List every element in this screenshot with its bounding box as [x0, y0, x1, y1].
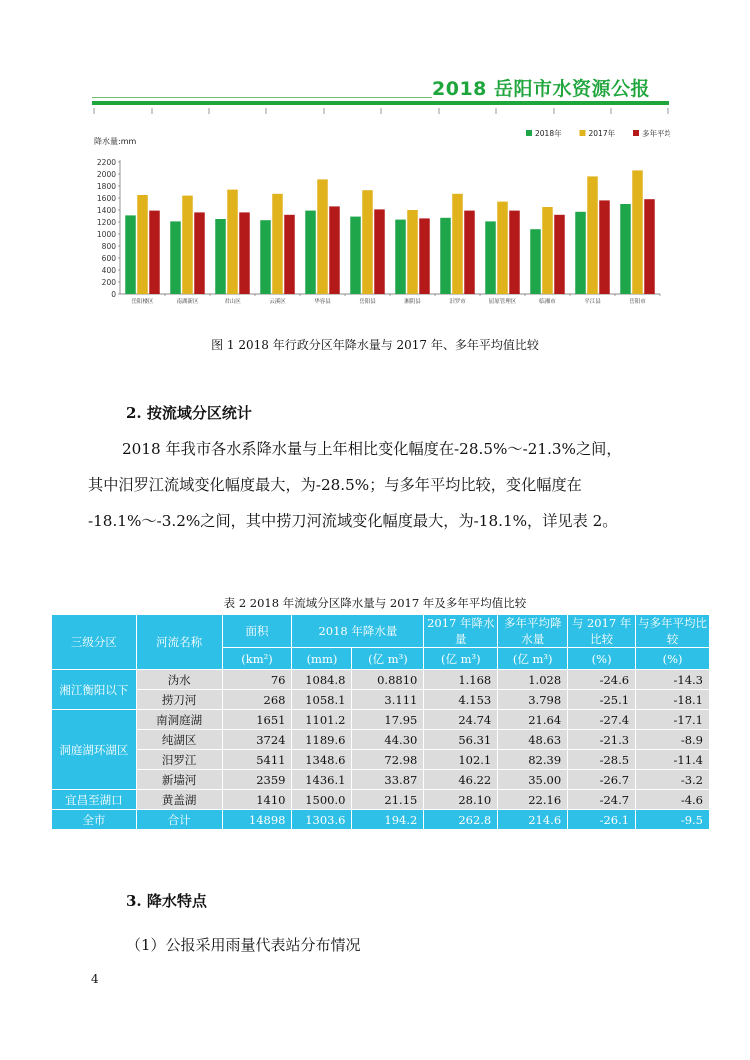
table-row [52, 750, 710, 770]
vavg-cell: 82.39 [498, 750, 568, 770]
mm-cell: 1500.0 [292, 790, 352, 810]
bar-2017年 [182, 196, 193, 294]
v2018-cell: 72.98 [352, 750, 424, 770]
y-tick-label: 1000 [96, 230, 116, 239]
area-cell: 268 [222, 690, 292, 710]
x-tick-label: 云溪区 [269, 299, 286, 305]
v2017-cell: 28.10 [424, 790, 498, 810]
x-tick-label: 湘阴县 [404, 299, 421, 305]
y-tick-label: 600 [101, 254, 116, 263]
bar-多年平均 [554, 215, 565, 294]
bar-2018年 [395, 220, 406, 294]
table-row [52, 730, 710, 750]
y-tick-label: 400 [101, 266, 116, 275]
header-tick-marks [92, 108, 669, 116]
c2017-cell: -27.4 [568, 710, 636, 730]
river-cell: 汨罗江 [136, 750, 222, 770]
unit-pct-avg: (%) [636, 648, 710, 670]
y-tick-label: 2000 [96, 170, 116, 179]
legend-swatch [580, 130, 586, 136]
mm-cell: 1348.6 [292, 750, 352, 770]
river-cell: 新墙河 [136, 770, 222, 790]
bar-2017年 [587, 176, 598, 294]
zone-cell: 全市 [52, 810, 137, 830]
c2017-cell: -24.6 [568, 670, 636, 690]
cavg-cell: -9.5 [636, 810, 710, 830]
header-zone: 三级分区 [52, 615, 137, 670]
bar-多年平均 [374, 209, 385, 294]
legend-label: 多年平均 [642, 129, 670, 138]
bar-2017年 [452, 194, 463, 294]
paragraph-line: -18.1%～-3.2%之间，其中捞刀河流域变化幅度最大，为-18.1%，详见表 2。 [88, 512, 618, 530]
x-tick-label: 屈原管理区 [488, 299, 517, 305]
river-cell: 南洞庭湖 [136, 710, 222, 730]
river-cell: 黄盖湖 [136, 790, 222, 810]
section-heading: 2. 按流域分区统计 [126, 404, 252, 422]
zone-cell: 湘江衡阳以下 [52, 670, 137, 710]
x-tick-label: 华容县 [314, 299, 331, 305]
paragraph-line: 2018 年我市各水系降水量与上年相比变化幅度在-28.5%～-21.3%之间， [122, 440, 622, 458]
y-tick-label: 1600 [96, 194, 116, 203]
section-paragraph [88, 431, 668, 539]
bar-2018年 [350, 217, 361, 294]
report-title: 2018 岳阳市水资源公报 [432, 78, 650, 100]
figure-caption: 图 1 2018 年行政分区年降水量与 2017 年、多年平均值比较 [211, 338, 539, 352]
river-cell: 沩水 [136, 670, 222, 690]
y-tick-label: 1400 [96, 206, 116, 215]
v2017-cell: 262.8 [424, 810, 498, 830]
x-tick-label: 临湘市 [539, 299, 556, 305]
vavg-cell: 1.028 [498, 670, 568, 690]
v2018-cell: 0.8810 [352, 670, 424, 690]
cavg-cell: -17.1 [636, 710, 710, 730]
v2018-cell: 194.2 [352, 810, 424, 830]
v2018-cell: 21.15 [352, 790, 424, 810]
mm-cell: 1058.1 [292, 690, 352, 710]
river-cell: 纯湖区 [136, 730, 222, 750]
bar-2017年 [317, 179, 328, 294]
header-rule-thin [92, 97, 432, 98]
unit-mm: (mm) [292, 648, 352, 670]
y-tick-label: 1200 [96, 218, 116, 227]
section-heading: 3. 降水特点 [126, 892, 207, 910]
bar-2018年 [530, 229, 541, 294]
bar-2018年 [305, 211, 316, 294]
bar-2017年 [497, 202, 508, 294]
c2017-cell: -24.7 [568, 790, 636, 810]
y-tick-label: 0 [111, 290, 116, 299]
bar-2018年 [260, 220, 271, 294]
vavg-cell: 21.64 [498, 710, 568, 730]
mm-cell: 1084.8 [292, 670, 352, 690]
unit-area: (km²) [222, 648, 292, 670]
vavg-cell: 48.63 [498, 730, 568, 750]
area-cell: 76 [222, 670, 292, 690]
v2018-cell: 3.111 [352, 690, 424, 710]
table-total-row [52, 810, 710, 830]
area-cell: 3724 [222, 730, 292, 750]
page-number: 4 [91, 972, 99, 986]
mm-cell: 1189.6 [292, 730, 352, 750]
bar-多年平均 [599, 200, 610, 294]
bar-2018年 [485, 221, 496, 294]
v2018-cell: 17.95 [352, 710, 424, 730]
y-axis-label: 降水量:mm [94, 137, 137, 146]
precipitation-chart [90, 122, 670, 322]
c2017-cell: -21.3 [568, 730, 636, 750]
bar-多年平均 [284, 215, 295, 294]
cavg-cell: -11.4 [636, 750, 710, 770]
mm-cell: 1303.6 [292, 810, 352, 830]
bar-多年平均 [644, 199, 655, 294]
x-tick-label: 南湖新区 [176, 299, 199, 305]
vavg-cell: 214.6 [498, 810, 568, 830]
bar-2018年 [620, 204, 631, 294]
bar-2017年 [272, 194, 283, 294]
header-cmp2017: 与 2017 年比较 [568, 615, 636, 648]
v2017-cell: 102.1 [424, 750, 498, 770]
zone-cell: 洞庭湖环湖区 [52, 710, 137, 790]
v2018-cell: 44.30 [352, 730, 424, 750]
v2017-cell: 56.31 [424, 730, 498, 750]
v2017-cell: 1.168 [424, 670, 498, 690]
v2017-cell: 24.74 [424, 710, 498, 730]
paragraph-line: 其中汨罗江流域变化幅度最大，为-28.5%；与多年平均比较，变化幅度在 [88, 476, 582, 494]
x-tick-label: 平江县 [584, 299, 601, 305]
table-row [52, 690, 710, 710]
unit-yi-2017: (亿 m³) [424, 648, 498, 670]
header-area: 面积 [222, 615, 292, 648]
v2017-cell: 4.153 [424, 690, 498, 710]
header-river: 河流名称 [136, 615, 222, 670]
table-row [52, 670, 710, 690]
unit-yi-avg: (亿 m³) [498, 648, 568, 670]
unit-pct-2017: (%) [568, 648, 636, 670]
table-row [52, 710, 710, 730]
bar-2017年 [407, 210, 418, 294]
cavg-cell: -14.3 [636, 670, 710, 690]
mm-cell: 1101.2 [292, 710, 352, 730]
cavg-cell: -18.1 [636, 690, 710, 710]
bar-2017年 [227, 190, 238, 294]
v2018-cell: 33.87 [352, 770, 424, 790]
unit-yi-2018: (亿 m³) [352, 648, 424, 670]
x-tick-label: 岳阳楼区 [131, 299, 154, 305]
area-cell: 5411 [222, 750, 292, 770]
y-tick-label: 2200 [96, 158, 116, 167]
header-cmpavg: 与多年平均比较 [636, 615, 710, 648]
bar-2017年 [632, 170, 643, 294]
cavg-cell: -8.9 [636, 730, 710, 750]
x-tick-label: 岳阳市 [629, 299, 646, 305]
bar-多年平均 [239, 212, 250, 294]
vavg-cell: 35.00 [498, 770, 568, 790]
header-p2018: 2018 年降水量 [292, 615, 424, 648]
river-cell: 合计 [136, 810, 222, 830]
bar-2017年 [362, 190, 373, 294]
cavg-cell: -4.6 [636, 790, 710, 810]
bar-2018年 [170, 221, 181, 294]
bar-多年平均 [149, 211, 160, 294]
bar-2017年 [137, 195, 148, 294]
legend-label: 2018年 [535, 129, 562, 138]
header-rule-thick [92, 101, 669, 105]
vavg-cell: 22.16 [498, 790, 568, 810]
table-row [52, 790, 710, 810]
area-cell: 1651 [222, 710, 292, 730]
y-tick-label: 200 [101, 278, 116, 287]
x-tick-label: 君山区 [224, 299, 241, 305]
bar-多年平均 [464, 211, 475, 294]
legend-swatch [633, 130, 639, 136]
bar-2018年 [575, 212, 586, 294]
zone-cell: 宜昌至湖口 [52, 790, 137, 810]
subsection-heading: （1）公报采用雨量代表站分布情况 [126, 936, 361, 954]
bar-多年平均 [419, 218, 430, 294]
bar-多年平均 [509, 211, 520, 294]
area-cell: 2359 [222, 770, 292, 790]
legend-label: 2017年 [588, 129, 616, 138]
c2017-cell: -25.1 [568, 690, 636, 710]
area-cell: 14898 [222, 810, 292, 830]
basin-precipitation-table [51, 614, 710, 830]
bar-2018年 [125, 215, 136, 294]
header-p2017: 2017 年降水量 [424, 615, 498, 648]
c2017-cell: -26.7 [568, 770, 636, 790]
c2017-cell: -26.1 [568, 810, 636, 830]
vavg-cell: 3.798 [498, 690, 568, 710]
table-row [52, 770, 710, 790]
table-caption: 表 2 2018 年流域分区降水量与 2017 年及多年平均值比较 [223, 596, 527, 610]
x-tick-label: 汨罗市 [449, 299, 466, 305]
area-cell: 1410 [222, 790, 292, 810]
legend-swatch [526, 130, 532, 136]
y-tick-label: 800 [101, 242, 116, 251]
river-cell: 捞刀河 [136, 690, 222, 710]
y-tick-label: 1800 [96, 182, 116, 191]
bar-2017年 [542, 207, 553, 294]
c2017-cell: -28.5 [568, 750, 636, 770]
mm-cell: 1436.1 [292, 770, 352, 790]
cavg-cell: -3.2 [636, 770, 710, 790]
x-tick-label: 岳阳县 [359, 299, 376, 305]
header-avg: 多年平均降水量 [498, 615, 568, 648]
bar-2018年 [215, 219, 226, 294]
v2017-cell: 46.22 [424, 770, 498, 790]
bar-2018年 [440, 218, 451, 294]
bar-多年平均 [194, 212, 205, 294]
bar-多年平均 [329, 206, 340, 294]
